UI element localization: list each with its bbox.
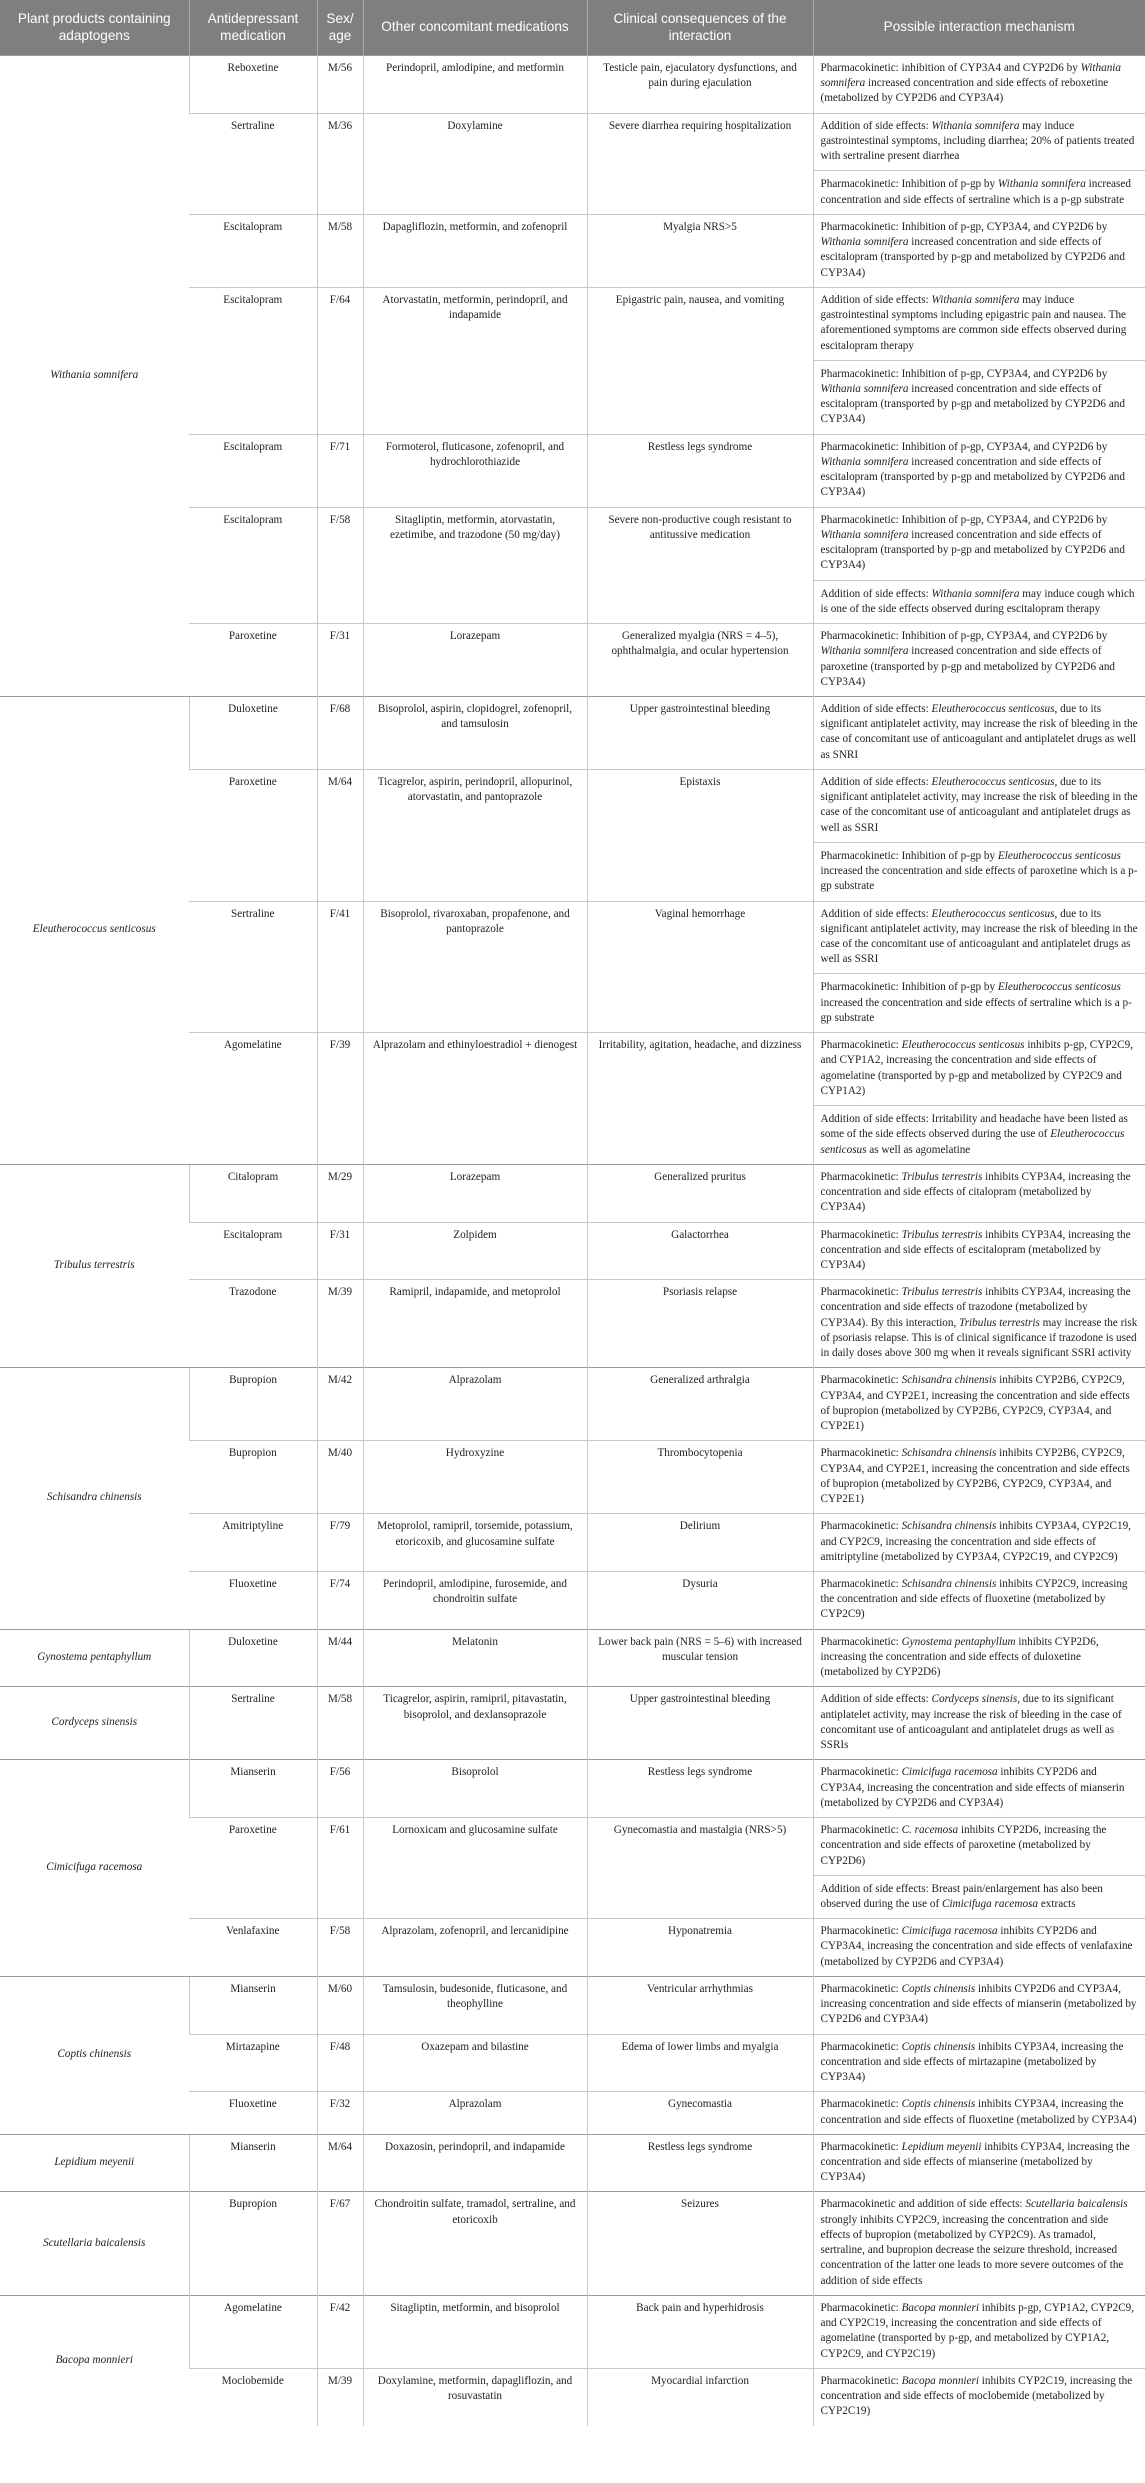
antidepressant-cell: Mianserin [189,1760,317,1818]
consequence-cell: Edema of lower limbs and myalgia [587,2034,813,2092]
medications-cell: Ticagrelor, aspirin, perindopril, allopurinol, atorvastatin, and pantoprazole [363,769,587,901]
mechanism-text: Pharmacokinetic: Inhibition of p-gp, CYP3A4, and CYP2D6 by Withania somnifera increased concentration and side effects of escitalopram (transported by p-gp and metabolized by CYP2D6 and CYP3A4) [820,440,1125,499]
sex-age-cell: M/39 [317,1280,363,1368]
mechanism-text: Pharmacokinetic: inhibition of CYP3A4 and CYP2D6 by Withania somnifera increased concentration and side effects of reboxetine (metabolized by CYP2D6 and CYP3A4) [820,62,1121,105]
table-row [0,2295,1145,2368]
medications-cell: Bisoprolol [363,1760,587,1818]
header-sex-age: Sex/ age [317,0,363,56]
mechanism-cell [813,434,1145,507]
plant-name: Scutellaria baicalensis [0,2192,189,2295]
mechanism-text: Addition of side effects: Eleutherococcus senticosus, due to its significant antiplatelet activity, may increase the risk of bleeding in the case of the concomitant use of anticoagulant and antiplatelet drugs as well as SSRI [820,907,1138,966]
mechanism-text: Addition of side effects: Withania somnifera may induce gastrointestinal symptoms, including diarrhea; 20% of patients treated with sertraline present diarrhea [820,119,1135,163]
mechanism-text: Pharmacokinetic: Schisandra chinensis inhibits CYP2B6, CYP2C9, CYP3A4, and CYP2E1, increasing the concentration and side effects of bupropion (metabolized by CYP2B6, CYP2C9, CYP3A4, and CYP2E1) [820,1447,1130,1506]
mechanism-text: Addition of side effects: Withania somnifera may induce gastrointestinal symptoms including epigastric pain and nausea. The aforementioned symptoms are common side effects observed during escitalopram therapy [820,293,1127,352]
antidepressant-cell: Bupropion [189,2192,317,2295]
antidepressant-cell: Bupropion [189,1441,317,1514]
mechanism-text: Pharmacokinetic: Coptis chinensis inhibits CYP2D6 and CYP3A4, increasing concentration and side effects of mianserin (metabolized by CYP2D6 and CYP3A4) [820,1982,1137,2026]
mechanism-text: Pharmacokinetic: Tribulus terrestris inhibits CYP3A4, increasing the concentration and side effects of trazodone (metabolized by CYP3A4). By this interaction, Tribulus terrestris may increase the risk of psoriasis relapse. This is of clinical significance if trazodone is used in daily doses above 300 mg when it reveals significant SSRI activity [820,1286,1138,1360]
mechanism-cell [813,1687,1145,1760]
antidepressant-cell: Escitalopram [189,287,317,434]
mechanism-text: Pharmacokinetic: Cimicifuga racemosa inhibits CYP2D6 and CYP3A4, increasing the concentration and side effects of venlafaxine (metabolized by CYP2D6 and CYP3A4) [820,1925,1133,1968]
sex-age-cell: M/64 [317,2134,363,2192]
sex-age-cell: M/64 [317,769,363,901]
medications-cell: Alprazolam and ethinyloestradiol + dienogest [363,1033,587,1165]
consequence-cell: Restless legs syndrome [587,1760,813,1818]
medications-cell: Formoterol, fluticasone, zofenopril, and hydrochlorothiazide [363,434,587,507]
mechanism-cell [813,624,1145,697]
mechanism-cell [813,1571,1145,1629]
medications-cell: Sitagliptin, metformin, and bisoprolol [363,2295,587,2368]
antidepressant-cell: Amitriptyline [189,1514,317,1572]
header-antidepressant: Antidepressant medication [189,0,317,56]
mechanism-cell [813,56,1145,114]
antidepressant-cell: Escitalopram [189,1222,317,1280]
mechanism-cell [813,1760,1145,1818]
mechanism-cell [813,2295,1145,2368]
sex-age-cell: F/48 [317,2034,363,2092]
mechanism-cell [813,1818,1145,1919]
medications-cell: Ramipril, indapamide, and metoprolol [363,1280,587,1368]
consequence-cell: Generalized myalgia (NRS = 4–5), ophthalmalgia, and ocular hypertension [587,624,813,697]
consequence-cell: Thrombocytopenia [587,1441,813,1514]
sex-age-cell: M/39 [317,2368,363,2425]
consequence-cell: Epistaxis [587,769,813,901]
antidepressant-cell: Sertraline [189,901,317,1033]
mechanism-cell [813,1514,1145,1572]
medications-cell: Zolpidem [363,1222,587,1280]
mechanism-text: Pharmacokinetic: Schisandra chinensis inhibits CYP2C9, increasing the concentration and side effects of fluoxetine (metabolized by CYP2C9) [820,1577,1128,1621]
mechanism-cell [813,696,1145,769]
medications-cell: Doxazosin, perindopril, and indapamide [363,2134,587,2192]
antidepressant-cell: Paroxetine [189,1818,317,1919]
mechanism-text: Pharmacokinetic: Inhibition of p-gp, CYP3A4, and CYP2D6 by Withania somnifera increased concentration and side effects of escitalopram (transported by p-gp and metabolized by CYP2D6 and CYP3A4) [820,220,1125,279]
plant-name: Cimicifuga racemosa [0,1760,189,1977]
antidepressant-cell: Mianserin [189,1976,317,2034]
mechanism-text: Pharmacokinetic: Inhibition of p-gp, CYP3A4, and CYP2D6 by Withania somnifera increased concentration and side effects of paroxetine (transported by p-gp and metabolized by CYP2D6 and CYP3A4) [820,630,1116,688]
medications-cell: Melatonin [363,1629,587,1687]
consequence-cell: Lower back pain (NRS = 5–6) with increased muscular tension [587,1629,813,1687]
consequence-cell: Gynecomastia and mastalgia (NRS>5) [587,1818,813,1919]
plant-name: Schisandra chinensis [0,1368,189,1629]
mechanism-cell [813,769,1145,901]
antidepressant-cell: Paroxetine [189,624,317,697]
mechanism-cell [813,1164,1145,1222]
mechanism-cell [813,1441,1145,1514]
antidepressant-cell: Duloxetine [189,696,317,769]
table-body [0,56,1145,2426]
sex-age-cell: F/71 [317,434,363,507]
medications-cell: Doxylamine [363,113,587,214]
consequence-cell: Gynecomastia [587,2092,813,2134]
antidepressant-cell: Reboxetine [189,56,317,114]
plant-name: Gynostema pentaphyllum [0,1629,189,1687]
mechanism-text: Pharmacokinetic: Inhibition of p-gp, CYP3A4, and CYP2D6 by Withania somnifera increased concentration and side effects of escitalopram (transported by p-gp and metabolized by CYP2D6 and CYP3A4) [820,513,1125,572]
sex-age-cell: M/29 [317,1164,363,1222]
medications-cell: Alprazolam [363,1368,587,1441]
table-row [0,2192,1145,2295]
table-row [0,2134,1145,2192]
sex-age-cell: F/64 [317,287,363,434]
sex-age-cell: M/58 [317,214,363,287]
mechanism-cell [813,1280,1145,1368]
mechanism-cell [813,1919,1145,1977]
table-row [0,696,1145,769]
antidepressant-cell: Paroxetine [189,769,317,901]
sex-age-cell: F/31 [317,1222,363,1280]
medications-cell: Chondroitin sulfate, tramadol, sertraline, and etoricoxib [363,2192,587,2295]
sex-age-cell: M/56 [317,56,363,114]
mechanism-text: Pharmacokinetic: Bacopa monnieri inhibits p-gp, CYP1A2, CYP2C9, and CYP2C19, increasing the concentration and side effects of agomelatine (transported by p-gp, and metabolized by CYP1A2, CYP2C9, and CYP2C19) [820,2301,1135,2360]
mechanism-text: Pharmacokinetic: Lepidium meyenii inhibits CYP3A4, increasing the concentration and side effects of mianserine (metabolized by CYP3A4) [820,2140,1130,2184]
sex-age-cell: F/32 [317,2092,363,2134]
consequence-cell: Restless legs syndrome [587,434,813,507]
mechanism-cell [813,901,1145,1033]
plant-name: Eleutherococcus senticosus [0,696,189,1164]
consequence-cell: Upper gastrointestinal bleeding [587,696,813,769]
mechanism-text: Pharmacokinetic: Tribulus terrestris inhibits CYP3A4, increasing the concentration and side effects of citalopram (metabolized by CYP3A4) [820,1170,1131,1214]
medications-cell: Perindopril, amlodipine, and metformin [363,56,587,114]
mechanism-cell [813,2092,1145,2134]
mechanism-cell [813,1976,1145,2034]
consequence-cell: Severe non-productive cough resistant to antitussive medication [587,507,813,623]
consequence-cell: Severe diarrhea requiring hospitalization [587,113,813,214]
consequence-cell: Ventricular arrhythmias [587,1976,813,2034]
antidepressant-cell: Escitalopram [189,434,317,507]
table-row [0,1976,1145,2034]
antidepressant-cell: Trazodone [189,1280,317,1368]
medications-cell: Hydroxyzine [363,1441,587,1514]
medications-cell: Atorvastatin, metformin, perindopril, and indapamide [363,287,587,434]
medications-cell: Alprazolam [363,2092,587,2134]
mechanism-cell [813,113,1145,214]
mechanism-text: Pharmacokinetic: Inhibition of p-gp by Withania somnifera increased concentration and side effects of sertraline which is a p-gp substrate [814,170,1145,207]
mechanism-cell [813,1033,1145,1165]
consequence-cell: Hyponatremia [587,1919,813,1977]
mechanism-text: Pharmacokinetic: Cimicifuga racemosa inhibits CYP2D6 and CYP3A4, increasing the concentration and side effects of mianserin (metabolized by CYP2D6 and CYP3A4) [820,1766,1125,1809]
sex-age-cell: F/58 [317,507,363,623]
header-plant: Plant products containing adaptogens [0,0,189,56]
medications-cell: Metoprolol, ramipril, torsemide, potassium, etoricoxib, and glucosamine sulfate [363,1514,587,1572]
consequence-cell: Galactorrhea [587,1222,813,1280]
sex-age-cell: F/79 [317,1514,363,1572]
consequence-cell: Myalgia NRS>5 [587,214,813,287]
consequence-cell: Myocardial infarction [587,2368,813,2425]
consequence-cell: Testicle pain, ejaculatory dysfunctions, and pain during ejaculation [587,56,813,114]
consequence-cell: Psoriasis relapse [587,1280,813,1368]
sex-age-cell: M/58 [317,1687,363,1760]
medications-cell: Dapagliflozin, metformin, and zofenopril [363,214,587,287]
medications-cell: Lorazepam [363,624,587,697]
plant-name: Coptis chinensis [0,1976,189,2134]
table-row [0,1687,1145,1760]
medications-cell: Lornoxicam and glucosamine sulfate [363,1818,587,1919]
antidepressant-cell: Duloxetine [189,1629,317,1687]
mechanism-cell [813,214,1145,287]
sex-age-cell: F/58 [317,1919,363,1977]
sex-age-cell: F/56 [317,1760,363,1818]
mechanism-text: Pharmacokinetic: C. racemosa inhibits CYP2D6, increasing the concentration and side effects of paroxetine (metabolized by CYP2D6) [820,1824,1107,1867]
antidepressant-cell: Sertraline [189,1687,317,1760]
medications-cell: Alprazolam, zofenopril, and lercanidipine [363,1919,587,1977]
sex-age-cell: F/39 [317,1033,363,1165]
antidepressant-cell: Agomelatine [189,2295,317,2368]
sex-age-cell: M/36 [317,113,363,214]
table-row [0,1164,1145,1222]
plant-name: Withania somnifera [0,56,189,697]
mechanism-cell [813,2034,1145,2092]
consequence-cell: Back pain and hyperhidrosis [587,2295,813,2368]
plant-name: Tribulus terrestris [0,1164,189,1368]
mechanism-text: Pharmacokinetic: Eleutherococcus senticosus inhibits p-gp, CYP2C9, and CYP1A2, increasing the concentration and side effects of agomelatine (transported by p-gp and metabolized by CYP2C9 and CYP1A2) [820,1039,1134,1097]
mechanism-cell [813,2134,1145,2192]
table-row [0,1629,1145,1687]
consequence-cell: Vaginal hemorrhage [587,901,813,1033]
medications-cell: Tamsulosin, budesonide, fluticasone, and theophylline [363,1976,587,2034]
antidepressant-cell: Escitalopram [189,507,317,623]
header-clinical-consequences: Clinical consequences of the interaction [587,0,813,56]
mechanism-text: Pharmacokinetic: Coptis chinensis inhibits CYP3A4, increasing the concentration and side effects of fluoxetine (metabolized by CYP3A4) [820,2098,1137,2126]
antidepressant-cell: Agomelatine [189,1033,317,1165]
mechanism-cell [813,1629,1145,1687]
mechanism-text: Addition of side effects: Cordyceps sinensis, due to its significant antiplatelet activity, may increase the risk of bleeding in the case of concomitant use of anticoagulant and antiplatelet drugs as well as SSRIs [820,1693,1122,1752]
antidepressant-cell: Bupropion [189,1368,317,1441]
medications-cell: Perindopril, amlodipine, furosemide, and chondroitin sulfate [363,1571,587,1629]
antidepressant-cell: Fluoxetine [189,2092,317,2134]
mechanism-cell [813,287,1145,434]
consequence-cell: Delirium [587,1514,813,1572]
mechanism-text: Addition of side effects: Breast pain/enlargement has also been observed during the use of Cimicifuga racemosa extracts [814,1875,1145,1912]
mechanism-cell [813,2368,1145,2425]
mechanism-text: Addition of side effects: Withania somnifera may induce cough which is one of the side effects observed during escitalopram therapy [814,580,1145,617]
mechanism-text: Pharmacokinetic: Inhibition of p-gp by Eleutherococcus senticosus increased the concentration and side effects of paroxetine which is a p-gp substrate [814,842,1145,895]
sex-age-cell: M/60 [317,1976,363,2034]
table-row [0,1368,1145,1441]
header-row [0,0,1145,56]
medications-cell: Ticagrelor, aspirin, ramipril, pitavastatin, bisoprolol, and dexlansoprazole [363,1687,587,1760]
mechanism-text: Pharmacokinetic: Schisandra chinensis inhibits CYP2B6, CYP2C9, CYP3A4, and CYP2E1, increasing the concentration and side effects of bupropion (metabolized by CYP2B6, CYP2C9, CYP3A4, and CYP2E1) [820,1374,1130,1433]
mechanism-text: Pharmacokinetic: Schisandra chinensis inhibits CYP3A4, CYP2C19, and CYP2C9, increasing the concentration and side effects of amitriptyline (metabolized by CYP3A4, CYP2C19, and CYP2C9) [820,1520,1131,1563]
consequence-cell: Generalized pruritus [587,1164,813,1222]
sex-age-cell: M/40 [317,1441,363,1514]
mechanism-text: Pharmacokinetic: Coptis chinensis inhibits CYP3A4, increasing the concentration and side effects of mirtazapine (metabolized by CYP3A4) [820,2040,1124,2084]
medications-cell: Oxazepam and bilastine [363,2034,587,2092]
mechanism-cell [813,1222,1145,1280]
sex-age-cell: F/31 [317,624,363,697]
medications-cell: Bisoprolol, rivaroxaban, propafenone, and pantoprazole [363,901,587,1033]
antidepressant-cell: Fluoxetine [189,1571,317,1629]
mechanism-text: Addition of side effects: Eleutherococcus senticosus, due to its significant antiplatelet activity, may increase the risk of bleeding in the case of the concomitant use of anticoagulant and antiplatelet drugs as well as SSRI [820,775,1138,834]
sex-age-cell: F/67 [317,2192,363,2295]
plant-name: Cordyceps sinensis [0,1687,189,1760]
medications-cell: Sitagliptin, metformin, atorvastatin, ezetimibe, and trazodone (50 mg/day) [363,507,587,623]
mechanism-text: Pharmacokinetic: Gynostema pentaphyllum inhibits CYP2D6, increasing the concentration and side effects of duloxetine (metabolized by CYP2D6) [820,1635,1099,1679]
medications-cell: Lorazepam [363,1164,587,1222]
consequence-cell: Irritability, agitation, headache, and dizziness [587,1033,813,1165]
mechanism-text: Pharmacokinetic: Inhibition of p-gp by Eleutherococcus senticosus increased the concentration and side effects of sertraline which is a p-gp substrate [814,973,1145,1026]
consequence-cell: Restless legs syndrome [587,2134,813,2192]
consequence-cell: Upper gastrointestinal bleeding [587,1687,813,1760]
consequence-cell: Dysuria [587,1571,813,1629]
mechanism-text: Addition of side effects: Irritability and headache have been listed as some of the side effects observed during the use of Eleutherococcus senticosus as well as agomelatine [814,1105,1145,1158]
consequence-cell: Seizures [587,2192,813,2295]
mechanism-text: Pharmacokinetic and addition of side effects: Scutellaria baicalensis strongly inhibits CYP2C9, increasing the concentration and side effects of bupropion (metabolized by CYP2C9). As tramadol, sertraline, and bupropion decrease the seizure threshold, increased concentration of the latter one leads to more severe outcomes of the addition of side effects [820,2198,1128,2287]
header-mechanism: Possible interaction mechanism [813,0,1145,56]
plant-name: Bacopa monnieri [0,2295,189,2425]
sex-age-cell: F/68 [317,696,363,769]
table-row [0,1760,1145,1818]
header-other-medications: Other concomitant medications [363,0,587,56]
sex-age-cell: F/61 [317,1818,363,1919]
mechanism-cell [813,1368,1145,1441]
sex-age-cell: F/74 [317,1571,363,1629]
sex-age-cell: M/44 [317,1629,363,1687]
consequence-cell: Generalized arthralgia [587,1368,813,1441]
plant-name: Lepidium meyenii [0,2134,189,2192]
antidepressant-cell: Mirtazapine [189,2034,317,2092]
mechanism-cell [813,2192,1145,2295]
sex-age-cell: M/42 [317,1368,363,1441]
antidepressant-cell: Moclobemide [189,2368,317,2425]
mechanism-text: Pharmacokinetic: Tribulus terrestris inhibits CYP3A4, increasing the concentration and side effects of escitalopram (metabolized by CYP3A4) [820,1228,1131,1271]
antidepressant-cell: Mianserin [189,2134,317,2192]
medications-cell: Doxylamine, metformin, dapagliflozin, and rosuvastatin [363,2368,587,2425]
mechanism-cell [813,507,1145,623]
consequence-cell: Epigastric pain, nausea, and vomiting [587,287,813,434]
table-row [0,56,1145,114]
sex-age-cell: F/42 [317,2295,363,2368]
sex-age-cell: F/41 [317,901,363,1033]
mechanism-text: Addition of side effects: Eleutherococcus senticosus, due to its significant antiplatelet activity, may increase the risk of bleeding in the case of concomitant use of anticoagulant and antiplatelet drugs as well as SNRI [820,702,1138,761]
antidepressant-cell: Venlafaxine [189,1919,317,1977]
antidepressant-cell: Escitalopram [189,214,317,287]
antidepressant-cell: Sertraline [189,113,317,214]
antidepressant-cell: Citalopram [189,1164,317,1222]
mechanism-text: Pharmacokinetic: Bacopa monnieri inhibits CYP2C19, increasing the concentration and side effects of moclobemide (metabolized by CYP2C19) [820,2374,1133,2418]
medications-cell: Bisoprolol, aspirin, clopidogrel, zofenopril, and tamsulosin [363,696,587,769]
mechanism-text: Pharmacokinetic: Inhibition of p-gp, CYP3A4, and CYP2D6 by Withania somnifera increased concentration and side effects of escitalopram (transported by p-gp and metabolized by CYP2D6 and CYP3A4) [814,360,1145,428]
